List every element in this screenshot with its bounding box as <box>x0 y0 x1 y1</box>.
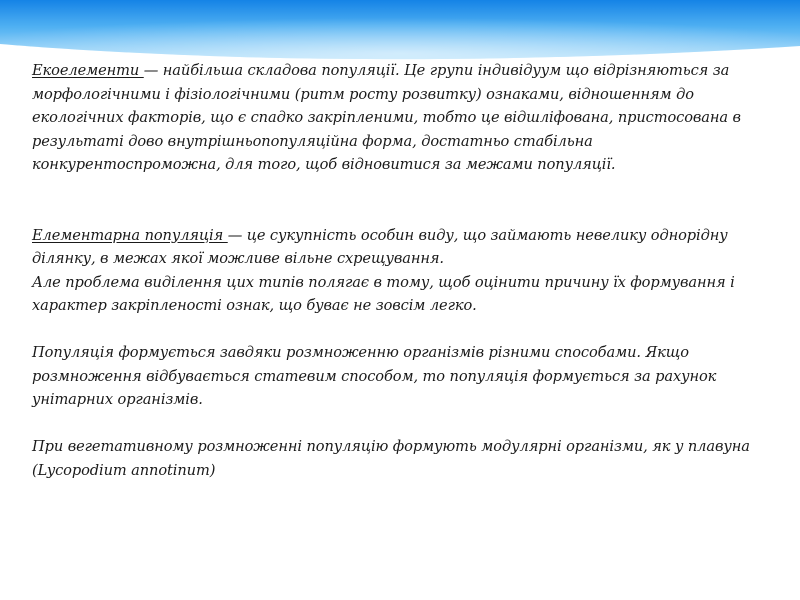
paragraph-problem: Але проблема виділення цих типів полягає в тому, щоб оцінити причину їх формування і характер закріпленості ознак, що буває не зовсім легко. <box>32 273 735 314</box>
paragraph-vegetative: При вегетативному розмноженні популяцію формують модулярні організми, як у плавуна (Lycopodium annotinum) <box>32 438 750 479</box>
spacer <box>32 318 772 342</box>
term-ecoelements: Екоелементи <box>32 62 144 79</box>
paragraph-ecoelements <box>32 59 772 177</box>
term-elementary-population: Елементарна популяція <box>32 226 228 244</box>
paragraph-population-formation: Популяція формується завдяки розмноженню організмів різними способами. Якщо розмноження відбувається статевим способом, то популяція формується за рахунок унітарних організмів. <box>32 344 717 408</box>
spacer <box>32 412 772 436</box>
text-content <box>32 59 772 482</box>
spacer <box>32 177 772 224</box>
definition-ecoelements: — найбільша складова популяції. Це групи індивідуум що відрізняються за морфологічними і фізіологічними (ритм росту розвитку) ознаками, відношенням до екологічних факторів, що є спадко закріпленими, тобто це відшліфована, пристосована в результаті дово внутрішньопопуляційна форма, достатньо стабільна конкурентоспроможна, для того, щоб відновитися за межами популяції. <box>32 62 741 173</box>
definition-elementary-population: — це сукупність особин виду, що займають невелику однорідну ділянку, в межах якої можливе вільне схрещування. <box>32 226 728 267</box>
paragraph-elementary-population <box>32 224 772 271</box>
